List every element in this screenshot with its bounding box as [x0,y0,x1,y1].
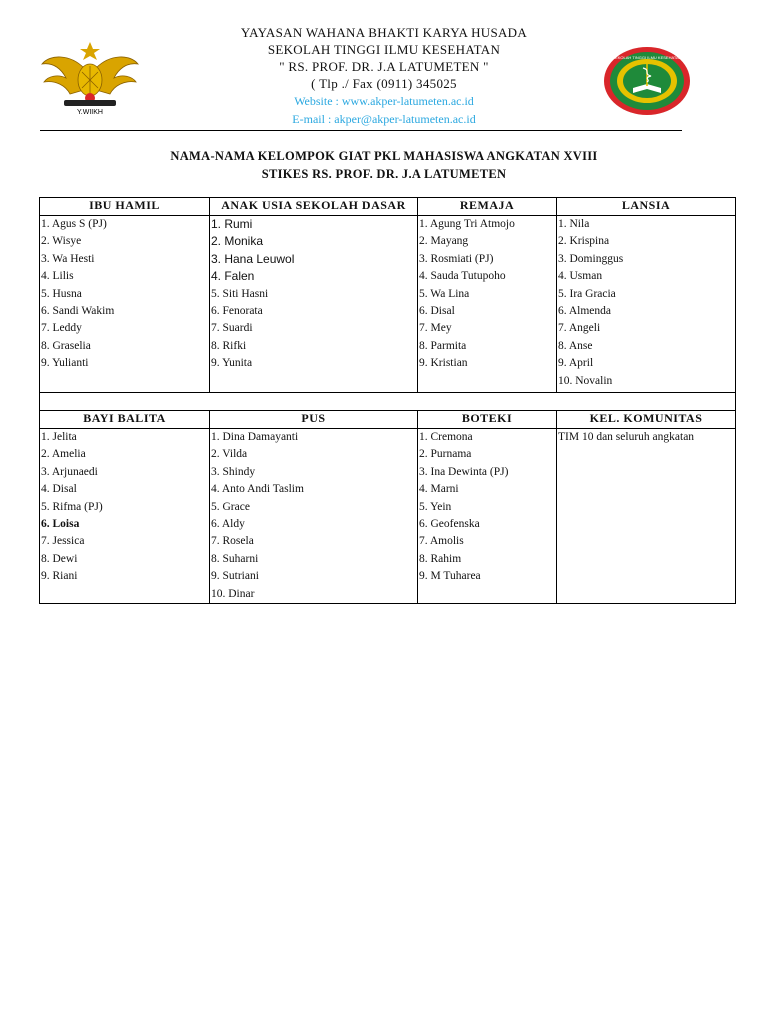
list-item: 4. Falen [211,269,255,284]
document-title-line1: NAMA-NAMA KELOMPOK GIAT PKL MAHASISWA ANGKATAN XVIII [170,149,598,163]
list-item: 3. Rosmiati (PJ) [419,252,494,265]
list-item: 4. Usman [558,270,603,283]
list-item: 1. Nila [558,218,590,230]
list-item: 9. April [558,357,594,370]
list-item: 8. Rifki [211,339,247,352]
list-item: 3. Hana Leuwol [211,251,295,266]
list-item: 7. Mey [419,322,452,335]
list-item: 7. Amolis [419,535,464,548]
group-header: LANSIA [557,198,736,216]
list-item: 9. Sutriani [211,570,259,583]
list-item: 6. Geofenska [419,518,480,531]
list-item: 6. Aldy [211,518,245,531]
group-members [418,216,557,393]
header-divider [40,130,682,131]
list-item: 3. Wa Hesti [41,252,95,265]
website-link[interactable]: Website : www.akper-latumeten.ac.id [294,94,474,108]
list-item: 1. Agung Tri Atmojo [419,218,515,230]
group-members [418,429,557,604]
list-item: 1. Cremona [419,431,473,443]
list-item: 6. Almenda [558,305,612,318]
list-item: 2. Krispina [558,235,610,248]
list-item: 5. Husna [41,287,82,300]
group-members [40,429,210,604]
list-item: 4. Anto Andi Taslim [211,483,304,496]
table-header-row [40,411,736,429]
list-item: 8. Suharni [211,552,259,565]
list-item: 5. Ira Gracia [558,287,616,300]
list-item: 7. Leddy [41,322,82,335]
hospital-name: " RS. PROF. DR. J.A LATUMETEN " [279,59,489,74]
school-name: SEKOLAH TINGGI ILMU KESEHATAN [267,42,501,57]
group-header: BOTEKI [418,411,557,429]
table-row [40,216,736,393]
list-item: 1. Rumi [211,217,253,231]
group-header: ANAK USIA SEKOLAH DASAR [210,198,418,216]
document-title-line2: STIKES RS. PROF. DR. J.A LATUMETEN [261,167,507,181]
group-members [210,429,418,604]
list-item: 4. Sauda Tutupoho [419,270,506,283]
list-item: 5. Grace [211,500,250,513]
phone-fax: ( Tlp ./ Fax (0911) 345025 [311,76,457,91]
list-item: 2. Purnama [419,448,472,461]
stikes-logo-text: SEKOLAH TINGGI ILMU KESEHATAN [612,55,682,60]
list-item: 9. Yulianti [41,357,89,370]
list-item: 5. Wa Lina [419,287,470,300]
groups-table [39,197,736,604]
list-item: 9. Yunita [211,357,253,370]
list-item: 2. Vilda [211,448,248,461]
list-item: 7. Angeli [558,322,601,335]
list-item: 10. Dinar [211,587,255,600]
table-row [40,429,736,604]
group-header: KEL. KOMUNITAS [557,411,736,429]
group-header: REMAJA [418,198,557,216]
list-item: 2. Monika [211,234,264,249]
list-item: 3. Arjunaedi [41,465,98,478]
list-item: 6. Fenorata [211,305,263,318]
list-item: 1. Jelita [41,431,77,443]
group-members [210,216,418,393]
list-item: 5. Yein [419,500,452,513]
list-item: 7. Jessica [41,535,85,548]
list-item: 2. Wisye [41,235,82,248]
table-header-row [40,198,736,216]
group-members [557,216,736,393]
list-item: 1. Agus S (PJ) [41,218,107,230]
spacer-cell [40,393,736,411]
list-item: 1. Dina Damayanti [211,431,299,443]
list-item: 8. Parmita [419,339,467,352]
list-item: 10. Novalin [558,374,613,387]
group-header: BAYI BALITA [40,411,210,429]
list-item: 5. Siti Hasni [211,287,269,300]
list-item: 3. Ina Dewinta (PJ) [419,465,509,478]
group-header: PUS [210,411,418,429]
list-item: 3. Dominggus [558,252,624,265]
letterhead [0,24,768,128]
list-item: 3. Shindy [211,465,256,478]
list-item: 8. Anse [558,339,593,352]
foundation-name: YAYASAN WAHANA BHAKTI KARYA HUSADA [240,25,528,40]
list-item: 8. Dewi [41,552,78,565]
list-item: 6. Loisa [41,518,80,531]
table-spacer-row [40,393,736,411]
emblem-logo-text: Y.WIIKH [77,109,103,116]
list-item: 4. Disal [41,483,77,496]
list-item: 2. Mayang [419,235,469,248]
email-link[interactable]: E-mail : akper@akper-latumeten.ac.id [292,112,476,126]
group-header: IBU HAMIL [40,198,210,216]
list-item: 9. Riani [41,570,78,583]
list-item: 6. Sandi Wakim [41,305,115,318]
list-item: 8. Graselia [41,339,91,352]
list-item: 6. Disal [419,305,455,318]
list-item: 8. Rahim [419,552,462,565]
list-item: 7. Rosela [211,535,254,548]
group-members [557,429,736,604]
list-item: 9. M Tuharea [419,570,481,583]
list-item: 4. Lilis [41,270,74,283]
list-item: 9. Kristian [419,357,468,370]
group-members [40,216,210,393]
list-item: 7. Suardi [211,322,253,335]
list-item: 5. Rifma (PJ) [41,500,103,513]
document-title [0,147,768,183]
list-item: 4. Marni [419,483,459,496]
list-item: TIM 10 dan seluruh angkatan [558,431,695,443]
list-item: 2. Amelia [41,448,86,461]
